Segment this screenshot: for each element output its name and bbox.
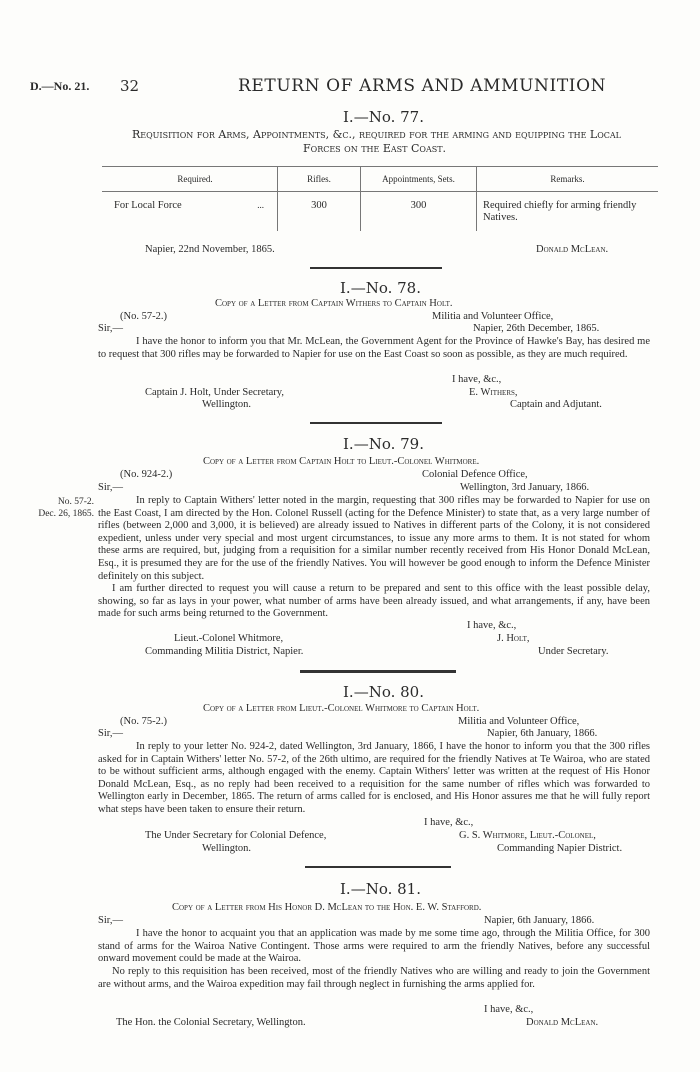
column-header-remarks: Remarks. (477, 167, 659, 192)
section-78-body: I have the honor to inform you that Mr. McLean, the Government Agent for the Province of Hawke's Bay, has desired me to request that 300 rifles may be forwarded to Napier for use on the East Coast so soon as possible, as they are much required. (98, 336, 650, 360)
required-label: For Local Force (114, 200, 182, 211)
section-78-addressee-2: Wellington. (202, 399, 252, 410)
section-80-signer: G. S. Whitmore, Lieut.-Colonel, (459, 830, 596, 841)
section-79-office: Colonial Defence Office, (422, 469, 528, 480)
section-79-caption: Copy of a Letter from Captain Holt to Lieut.-Colonel Whitmore. (203, 456, 480, 467)
cell-remarks: Required chiefly for arming friendly Natives. (477, 192, 659, 232)
section-79-closing: I have, &c., (467, 620, 517, 631)
section-79-date: Wellington, 3rd January, 1866. (460, 482, 590, 493)
section-81-signer: Donald McLean. (526, 1017, 599, 1028)
section-81-paragraph-2: No reply to this requisition has been received, most of the friendly Natives who are willing and ready to join the Government are without arms, and the Wairoa expedition may fail through neglect in furnishing the arms applied for. (98, 966, 650, 990)
cell-appointments: 300 (361, 192, 477, 232)
section-81-closing: I have, &c., (484, 1004, 534, 1015)
section-79-addressee-2: Commanding Militia District, Napier. (145, 646, 304, 657)
section-77-signature: Donald McLean. (536, 244, 609, 255)
section-80-closing: I have, &c., (424, 817, 474, 828)
section-80-office: Militia and Volunteer Office, (458, 716, 580, 727)
section-80-reference: (No. 75-2.) (120, 716, 167, 727)
section-79-signer: J. Holt, (497, 633, 530, 644)
section-80-addressee-1: The Under Secretary for Colonial Defence, (145, 830, 327, 841)
cell-required (102, 192, 278, 232)
section-78-office: Militia and Volunteer Office, (432, 311, 554, 322)
section-79-paragraph-1: In reply to Captain Withers' letter noted in the margin, requesting that 300 rifles may be forwarded to Napier for use on the East Coast, I am directed by the Hon. Colonel Russell (acting for the Defence Minister) to state that, as a very large number of rifles (between 2,000 and 3,000, it is believed) are already issued to Natives in different parts of the Colony, it is not considered expedient, unless under very special and most urgent circumstances, to issue any more arms to them. It is not stated for whom these arms are required, but, judging from a requisition for a similar number recently received from His Honor Donald McLean, Esq., it is presumed they are for the use of the friendly Natives. You will however be good enough to inform the Defence Minister definitely on this subject. (98, 495, 650, 582)
section-79-paragraph-2: I am further directed to request you will cause a return to be prepared and sent to this office with the least possible delay, showing, so far as lays in your power, what number of arms have been already issued, and what arrangements, if any, have been made for such arms being returned to the Government. (98, 583, 650, 620)
section-81-date: Napier, 6th January, 1866. (484, 915, 595, 926)
document-reference: D.—No. 21. (30, 79, 90, 93)
table-row (102, 192, 658, 232)
section-81-paragraph-1: I have the honor to acquaint you that an application was made by me some time ago, through the Militia Office, for 300 stand of arms for the Wairoa Native Contingent. Those arms were required to arm the friendly Natives, before any successful onward movement could be made at the Wairoa. (98, 928, 650, 965)
section-80-body: In reply to your letter No. 924-2, dated Wellington, 3rd January, 1866, I have the honor to inform you that the 300 rifles asked for in Captain Withers' letter No. 57-2, of the 26th ultimo, are required for the friendly Natives at Te Wairoa, who are stated to be without sufficient arms, although engaged with the enemy. Captain Withers' letter was written at the request of His Honor Donald McLean, Esq., as no reply had been received to a requisition for the same number of rifles which was forwarded to Wellington early in December, 1865. The return of arms called for is enclosed, and His Honor assures me that he will fully report what steps have been taken to ensure their return. (98, 741, 650, 815)
cell-rifles: 300 (278, 192, 361, 232)
section-78-closing: I have, &c., (452, 374, 502, 385)
section-78-signer-title: Captain and Adjutant. (510, 399, 602, 410)
section-78-date: Napier, 26th December, 1865. (473, 323, 600, 334)
section-81-salutation: Sir,— (98, 915, 123, 926)
section-81-caption: Copy of a Letter from His Honor D. McLean to the Hon. E. W. Stafford. (172, 902, 482, 913)
section-divider (300, 670, 456, 673)
section-78-signer: E. Withers, (469, 387, 518, 398)
section-divider (305, 866, 451, 868)
section-79-addressee-1: Lieut.-Colonel Whitmore, (174, 633, 284, 644)
column-header-required: Required. (102, 167, 278, 192)
section-78-salutation: Sir,— (98, 323, 123, 334)
margin-note-reference: No. 57-2. (57, 497, 94, 507)
section-80-date: Napier, 6th January, 1866. (487, 728, 598, 739)
column-header-appointments: Appointments, Sets. (361, 167, 477, 192)
page-title: RETURN OF ARMS AND AMMUNITION (238, 76, 607, 96)
section-77-caption-line-1: Requisition for Arms, Appointments, &c., required for the arming and equipping the Local (132, 128, 621, 141)
section-79-salutation: Sir,— (98, 482, 123, 493)
section-81-heading: I.—No. 81. (340, 880, 421, 898)
section-80-addressee-2: Wellington. (202, 843, 252, 854)
section-divider (310, 422, 442, 424)
page-number: 32 (120, 77, 140, 95)
section-80-caption: Copy of a Letter from Lieut.-Colonel Whitmore to Captain Holt. (203, 703, 480, 714)
section-77-place-date: Napier, 22nd November, 1865. (145, 244, 275, 255)
section-77-heading: I.—No. 77. (343, 108, 424, 126)
section-77-caption-line-2: Forces on the East Coast. (303, 142, 447, 155)
requisition-table (102, 166, 658, 231)
margin-note-date: Dec. 26, 1865. (38, 509, 94, 519)
section-81-addressee: The Hon. the Colonial Secretary, Wellington. (116, 1017, 306, 1028)
section-80-heading: I.—No. 80. (343, 683, 424, 701)
section-80-salutation: Sir,— (98, 728, 123, 739)
section-79-heading: I.—No. 79. (343, 435, 424, 453)
section-79-signer-title: Under Secretary. (538, 646, 609, 657)
section-78-addressee-1: Captain J. Holt, Under Secretary, (145, 387, 284, 398)
section-79-reference: (No. 924-2.) (120, 469, 173, 480)
section-78-reference: (No. 57-2.) (120, 311, 167, 322)
section-78-caption: Copy of a Letter from Captain Withers to Captain Holt. (215, 298, 453, 309)
section-80-signer-title: Commanding Napier District. (497, 843, 623, 854)
table-header-row (102, 167, 658, 192)
section-divider (310, 267, 442, 269)
column-header-rifles: Rifles. (278, 167, 361, 192)
section-78-heading: I.—No. 78. (340, 279, 421, 297)
leader-dots: ... (257, 200, 264, 210)
